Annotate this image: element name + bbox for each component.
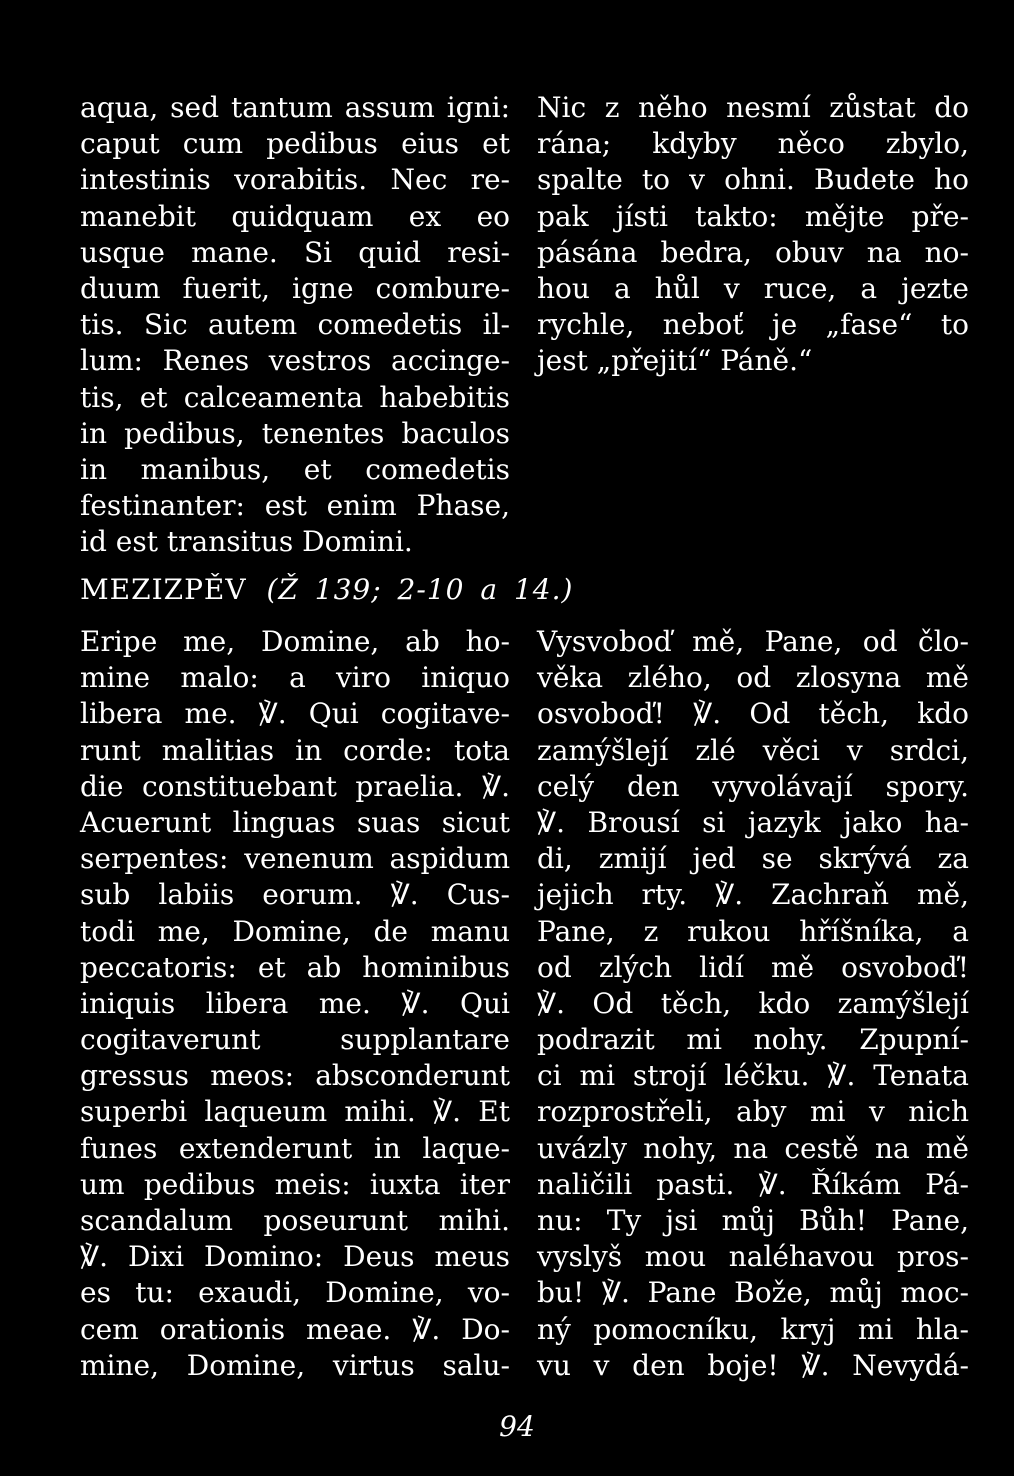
text-line: peccatoris: et ab hominibus: [80, 950, 510, 984]
text-line: osvoboď! ℣. Od těch, kdo: [537, 697, 969, 731]
text-line: bu! ℣. Pane Bože, můj moc-: [537, 1276, 969, 1310]
czech-text-top: [537, 90, 969, 380]
text-line: Pane, z rukou hříšníka, a: [537, 914, 969, 948]
text-line: lum: Renes vestros accinge-: [80, 344, 510, 378]
text-line: ℣. Dixi Domino: Deus meus: [80, 1240, 510, 1274]
text-line: cogitaverunt supplantare: [80, 1023, 510, 1057]
text-line: Eripe me, Domine, ab ho-: [80, 625, 510, 658]
text-line: zamýšlejí zlé věci v srdci,: [537, 733, 969, 767]
text-line: ℣. Brousí si jazyk jako ha-: [537, 805, 969, 839]
text-line: iniquis libera me. ℣. Qui: [80, 986, 510, 1020]
text-line: cem orationis meae. ℣. Do-: [80, 1312, 510, 1346]
latin-text-bottom: [80, 624, 510, 1384]
text-line: vu v den boje! ℣. Nevydá-: [537, 1348, 969, 1382]
text-line: duum fuerit, igne combure-: [80, 271, 510, 305]
text-line: todi me, Domine, de manu: [80, 914, 510, 948]
text-line: rychle, neboť je „fase“ to: [537, 308, 969, 342]
text-line: es tu: exaudi, Domine, vo-: [80, 1276, 510, 1310]
text-line: Vysvoboď mě, Pane, od člo-: [537, 625, 969, 658]
text-line: ℣. Od těch, kdo zamýšlejí: [537, 986, 969, 1020]
text-line: pásána bedra, obuv na no-: [537, 235, 969, 269]
text-line: in pedibus, tenentes baculos: [80, 416, 510, 450]
text-line: ci mi strojí léčku. ℣. Tenata: [537, 1059, 969, 1093]
text-line: um pedibus meis: iuxta iter: [80, 1167, 510, 1201]
text-line: rozprostřeli, aby mi v nich: [537, 1095, 969, 1129]
text-line: festinanter: est enim Phase,: [80, 489, 510, 523]
text-line: jejich rty. ℣. Zachraň mě,: [537, 878, 969, 912]
text-line: funes extenderunt in laque-: [80, 1131, 510, 1165]
text-line: gressus meos: absconderunt: [80, 1059, 510, 1093]
text-line: die constituebant praelia. ℣.: [80, 769, 510, 803]
text-line: rána; kdyby něco zbylo,: [537, 127, 969, 161]
text-line: di, zmijí jed se skrývá za: [537, 842, 969, 876]
text-line: spalte to v ohni. Budete ho: [537, 163, 969, 197]
text-line: scandalum poseurunt mihi.: [80, 1204, 510, 1237]
text-line: celý den vyvolávají spory.: [537, 769, 969, 803]
heading-label: MEZIZPĚV: [80, 573, 247, 606]
text-line: serpentes: venenum aspidum: [80, 842, 510, 876]
text-line: věka zlého, od zlosyna mě: [537, 661, 969, 695]
text-line: jest „přejití“ Páně.“: [537, 344, 813, 378]
text-line: naličili pasti. ℣. Říkám Pá-: [537, 1167, 969, 1201]
text-line: mine, Domine, virtus salu-: [80, 1348, 510, 1382]
text-line: Nic z něho nesmí zůstat do: [537, 91, 969, 124]
section-heading: [80, 572, 580, 608]
text-line: nu: Ty jsi můj Bůh! Pane,: [537, 1204, 969, 1237]
text-line: in manibus, et comedetis: [80, 452, 510, 486]
text-line: aqua, sed tantum assum igni:: [80, 91, 510, 124]
text-line: uvázly nohy, na cestě na mě: [537, 1131, 969, 1165]
text-line: caput cum pedibus eius et: [80, 127, 510, 161]
text-line: Acuerunt linguas suas sicut: [80, 805, 510, 839]
text-line: vyslyš mou naléhavou pros-: [537, 1240, 969, 1274]
text-line: sub labiis eorum. ℣. Cus-: [80, 878, 510, 912]
text-line: tis, et calceamenta habebitis: [80, 380, 510, 414]
text-line: tis. Sic autem comedetis il-: [80, 308, 510, 342]
text-line: libera me. ℣. Qui cogitave-: [80, 697, 510, 731]
text-line: mine malo: a viro iniquo: [80, 661, 510, 695]
text-line: pak jísti takto: mějte pře-: [537, 199, 969, 233]
text-line: podrazit mi nohy. Zpupní-: [537, 1023, 969, 1057]
text-line: id est transitus Domini.: [80, 525, 413, 559]
page-number: 94: [499, 1410, 535, 1443]
text-line: intestinis vorabitis. Nec re-: [80, 163, 510, 197]
text-line: manebit quidquam ex eo: [80, 199, 510, 233]
heading-reference: (Ž 139; 2-10 a 14.): [266, 573, 574, 606]
text-line: hou a hůl v ruce, a jezte: [537, 271, 969, 305]
text-line: superbi laqueum mihi. ℣. Et: [80, 1095, 510, 1129]
text-line: runt malitias in corde: tota: [80, 733, 510, 767]
text-line: usque mane. Si quid resi-: [80, 235, 510, 269]
text-line: od zlých lidí mě osvoboď!: [537, 950, 969, 984]
text-line: ný pomocníku, kryj mi hla-: [537, 1312, 969, 1346]
latin-text-top: [80, 90, 510, 560]
czech-text-bottom: [537, 624, 969, 1384]
